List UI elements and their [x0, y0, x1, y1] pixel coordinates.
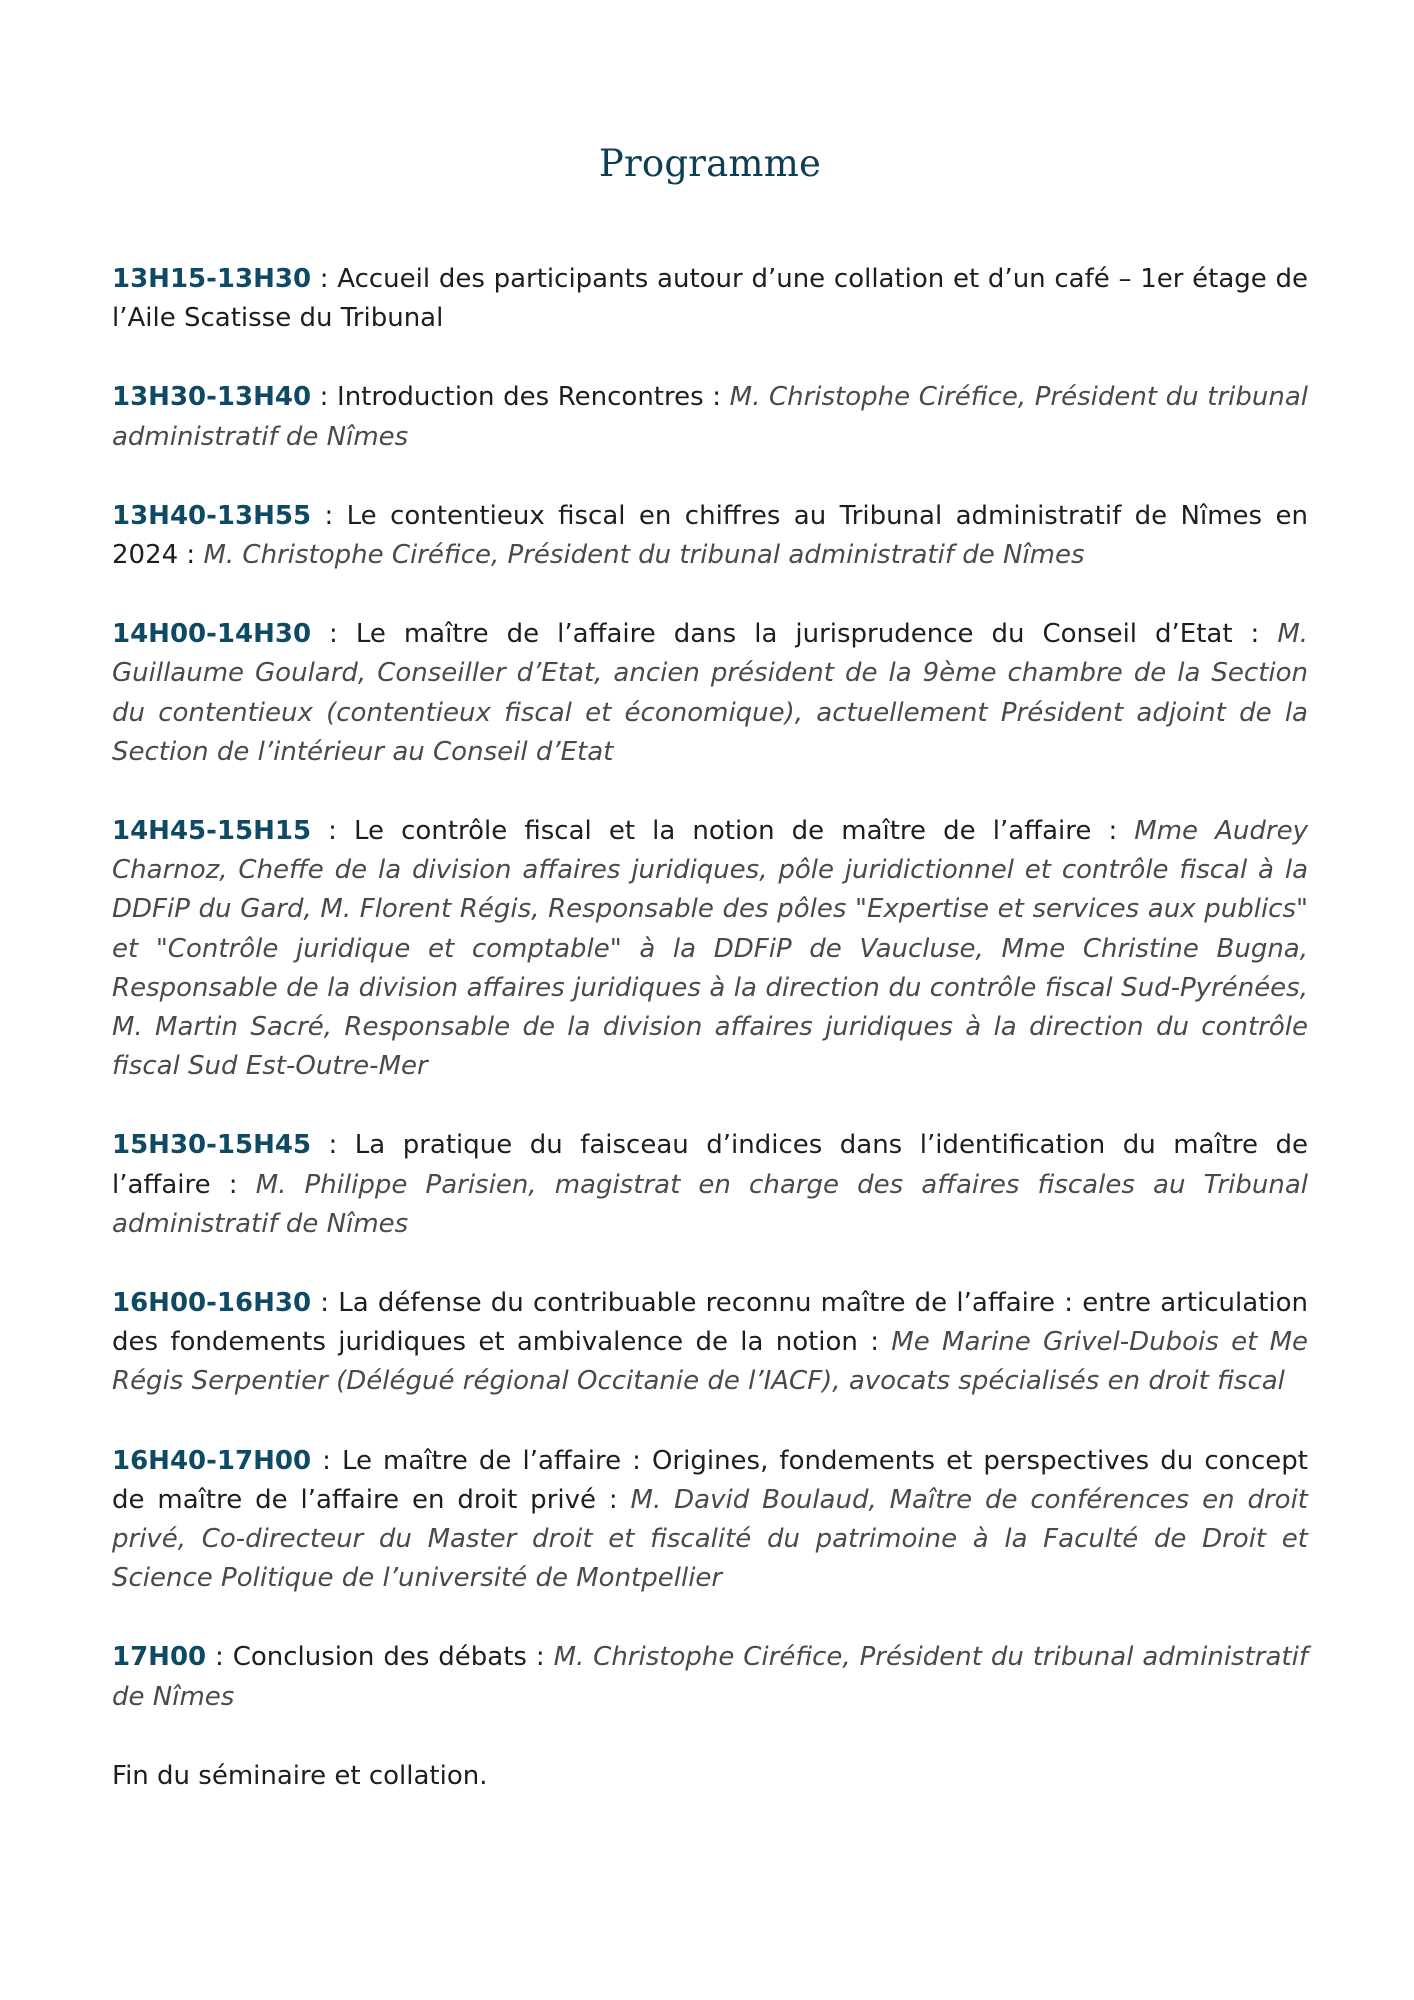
item-text: Introduction des Rencontres : — [337, 382, 730, 413]
item-separator: : — [311, 1130, 355, 1161]
item-text: Le contentieux fiscal en chiffres au Tribunal administratif de Nîmes en 2024 : — [112, 500, 1308, 571]
programme-item — [112, 1638, 1308, 1716]
item-time: 14H00-14H30 — [112, 619, 312, 650]
item-time: 17H00 — [112, 1642, 207, 1673]
item-text: Accueil des participants autour d’une collation et d’un café – 1er étage de l’Aile Scatisse du Tribunal — [112, 264, 1308, 334]
programme-item — [112, 497, 1308, 575]
programme-item — [112, 812, 1308, 1086]
item-separator: : — [311, 816, 355, 847]
item-speaker: Mme Audrey Charnoz, Cheffe de la division affaires juridiques, pôle juridictionnel et contrôle fiscal à la DDFiP du Gard, M. Florent Régis, Responsable des pôles "Expertise et services aux publics" et "Contrôle juridique et comptable" à la DDFiP de Vaucluse, Mme Christine Bugna, Responsable de la division affaires juridiques à la direction du contrôle fiscal Sud-Pyrénées, M. Martin Sacré, Responsable de la division affaires juridiques à la direction du contrôle fiscal Sud Est-Outre-Mer — [112, 816, 1308, 1082]
item-speaker: Me Marine Grivel-Dubois et Me Régis Serpentier (Délégué régional Occitanie de l’IACF), avocats spécialisés en droit fiscal — [112, 1327, 1309, 1397]
item-separator: : — [311, 500, 347, 531]
closing-text: Fin du séminaire et collation. — [112, 1760, 488, 1791]
item-time: 13H15-13H30 — [112, 264, 312, 294]
programme-item — [112, 615, 1308, 772]
item-time: 13H30-13H40 — [112, 382, 312, 413]
programme-item — [112, 1126, 1308, 1244]
item-speaker: M. Philippe Parisien, magistrat en charge des affaires fiscales au Tribunal administratif de Nîmes — [112, 1169, 1308, 1239]
item-separator: : — [311, 619, 356, 650]
item-speaker: M. Christophe Ciréfice, Président du tribunal administratif de Nîmes — [203, 540, 1085, 571]
page-title: Programme — [598, 142, 822, 185]
programme-item — [112, 378, 1308, 456]
item-text: Le maître de l’affaire : Origines, fondements et perspectives du concept de maître de l’affaire en droit privé : — [112, 1445, 1308, 1515]
item-speaker: M. Guillaume Goulard, Conseiller d’Etat, ancien président de la 9ème chambre de la Section du contentieux (contentieux fiscal et économique), actuellement Président adjoint de la Section de l’intérieur au Conseil d’Etat — [112, 619, 1309, 767]
item-time: 16H00-16H30 — [112, 1288, 312, 1319]
item-text: Le maître de l’affaire dans la jurisprudence du Conseil d’Etat : — [355, 619, 1278, 650]
item-speaker: M. David Boulaud, Maître de conférences en droit privé, Co-directeur du Master droit et fiscalité du patrimoine à la Faculté de Droit et Science Politique de l’université de Montpellier — [112, 1484, 1308, 1594]
item-separator: : — [206, 1642, 233, 1673]
item-text: Conclusion des débats : — [232, 1642, 554, 1673]
item-text: La pratique du faisceau d’indices dans l’identification du maître de l’affaire : — [112, 1130, 1308, 1200]
item-text: La défense du contribuable reconnu maître de l’affaire : entre articulation des fondements juridiques et ambivalence de la notion : — [112, 1288, 1308, 1358]
item-time: 14H45-15H15 — [112, 816, 312, 847]
item-separator: : — [311, 1288, 339, 1319]
item-time: 16H40-17H00 — [112, 1445, 312, 1476]
item-separator: : — [311, 1445, 342, 1476]
item-text: Le contrôle fiscal et la notion de maître de l’affaire : — [354, 816, 1135, 847]
programme-item — [112, 1442, 1308, 1599]
item-speaker: M. Christophe Ciréfice, Président du tribunal administratif de Nîmes — [112, 1642, 1308, 1712]
item-time: 15H30-15H45 — [112, 1130, 312, 1161]
programme-item — [112, 260, 1308, 338]
item-time: 13H40-13H55 — [112, 500, 312, 531]
item-separator: : — [311, 264, 338, 294]
programme-item — [112, 1284, 1308, 1402]
item-separator: : — [311, 382, 338, 413]
item-speaker: M. Christophe Ciréfice, Président du tribunal administratif de Nîmes — [112, 382, 1308, 452]
programme-list — [112, 260, 1308, 1796]
